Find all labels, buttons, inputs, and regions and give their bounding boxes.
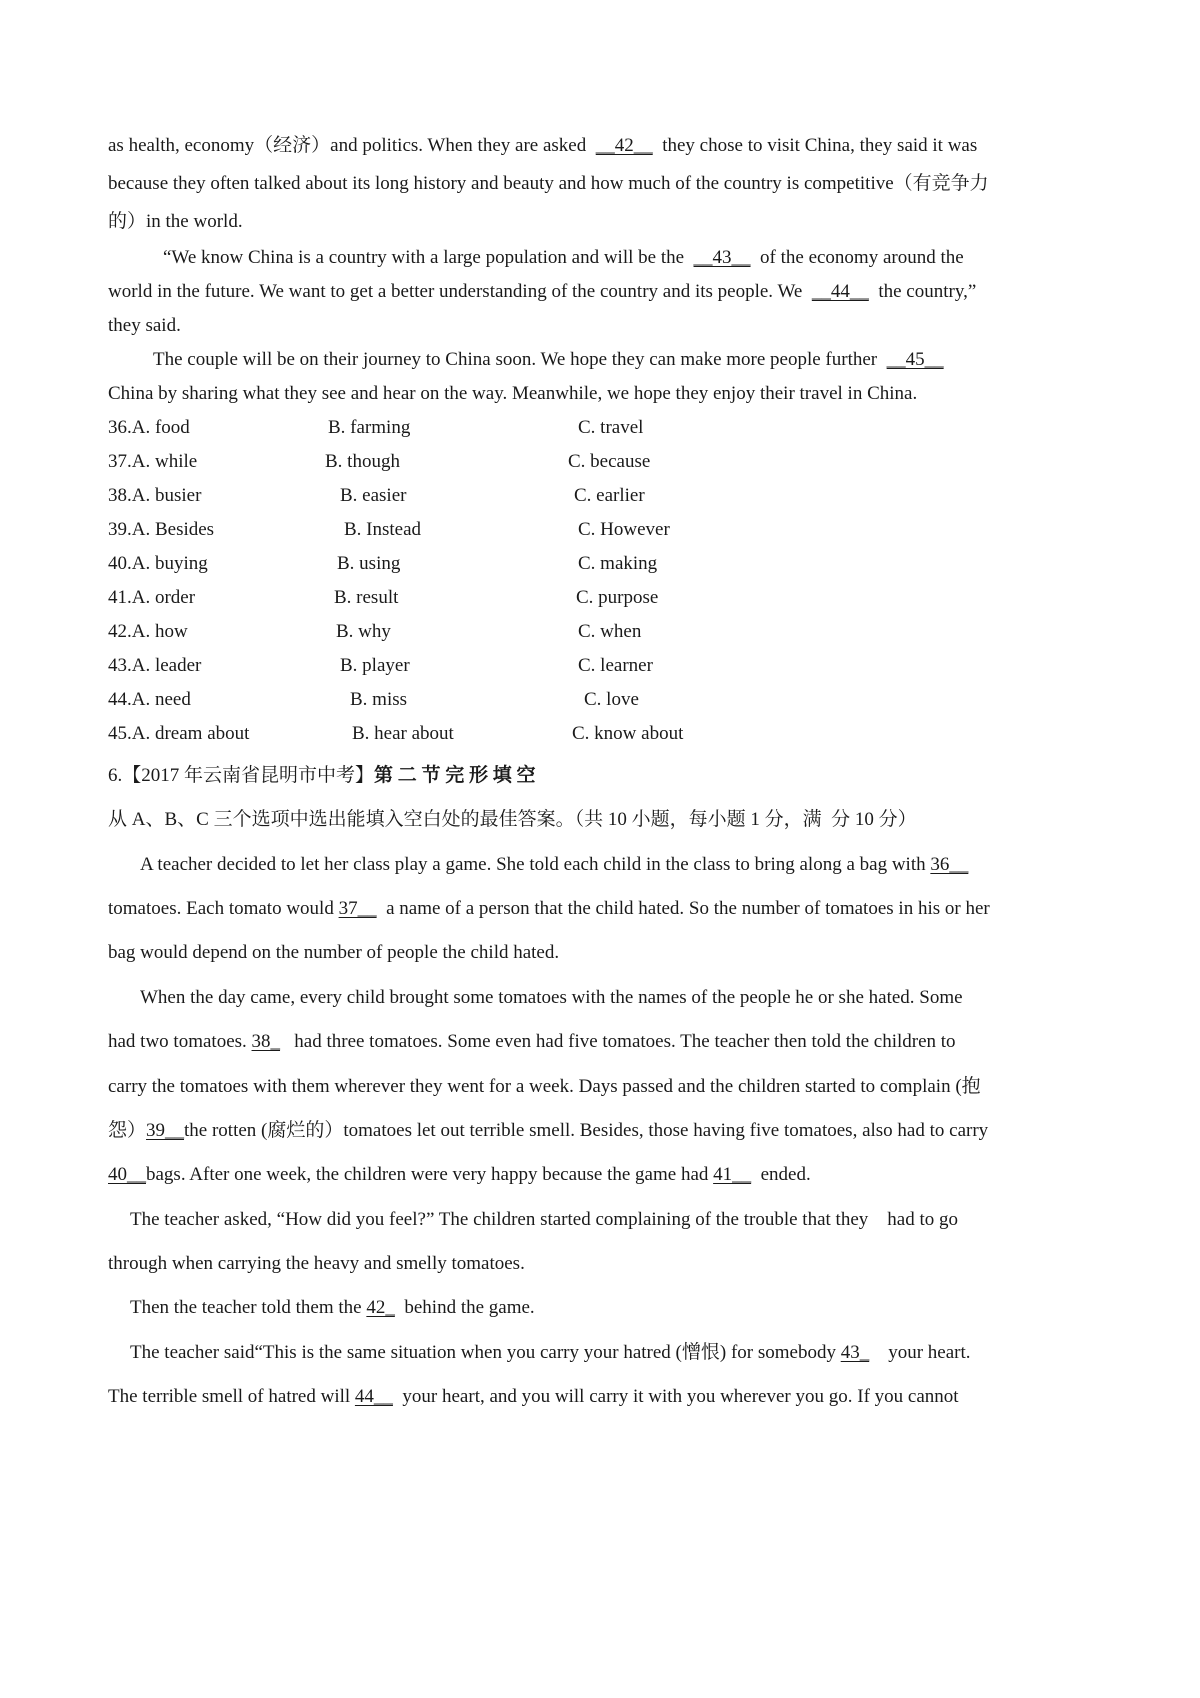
option-a: 41.A. order — [108, 587, 196, 608]
option-a: 39.A. Besides — [108, 519, 215, 540]
blank-39: 39__ — [146, 1120, 185, 1141]
text-run: they chose to visit China, they said it was — [652, 135, 978, 156]
passage-b-line: bag would depend on the number of people the child hated. — [108, 942, 560, 963]
option-a: 36.A. food — [108, 417, 190, 438]
option-c: C. know about — [572, 723, 684, 744]
passage-a-line — [108, 280, 976, 304]
passage-a-line — [108, 134, 977, 158]
option-a: 40.A. buying — [108, 553, 208, 574]
text-run: of the economy around the — [750, 247, 964, 268]
option-b: B. result — [334, 587, 399, 608]
text-run: The teacher said“This is the same situation when you carry your hatred (憎恨) for somebody — [130, 1342, 841, 1363]
passage-b-line: through when carrying the heavy and smelly tomatoes. — [108, 1253, 525, 1274]
passage-b-line — [130, 1341, 971, 1365]
blank-44: 44__ — [354, 1386, 393, 1407]
passage-b-line: The teacher asked, “How did you feel?” The children started complaining of the trouble that they had to go — [130, 1209, 958, 1230]
passage-b-line — [130, 1296, 535, 1320]
option-a: 38.A. busier — [108, 485, 202, 506]
passage-b-line — [108, 1119, 988, 1143]
passage-a-line: because they often talked about its long history and beauty and how much of the country is competitive（有竞争力 — [108, 173, 989, 194]
text-run: A teacher decided to let her class play a game. She told each child in the class to bring along a bag with — [140, 854, 931, 875]
heading-source: 6.【2017 年云南省昆明市中考】 — [108, 765, 375, 786]
option-a: 44.A. need — [108, 689, 191, 710]
text-run: tomatoes. Each tomato would — [108, 898, 339, 919]
passage-a-line: China by sharing what they see and hear on the way. Meanwhile, we hope they enjoy their travel in China. — [108, 383, 918, 404]
text-run: had two tomatoes. — [108, 1031, 252, 1052]
blank-43: 43_ — [840, 1342, 870, 1363]
text-run: your heart. — [869, 1342, 971, 1363]
blank-36: 36__ — [930, 854, 969, 875]
option-c: C. However — [578, 519, 670, 540]
option-c: C. learner — [578, 655, 653, 676]
passage-b-line — [140, 853, 968, 877]
passage-a-line: they said. — [108, 315, 181, 336]
text-run: The terrible smell of hatred will — [108, 1386, 355, 1407]
option-c: C. purpose — [576, 587, 659, 608]
section-instruction: 从 A、B、C 三个选项中选出能填入空白处的最佳答案。（共 10 小题，每小题 1 分，满 分 10 分） — [108, 809, 917, 830]
option-c: C. because — [568, 451, 651, 472]
option-a: 42.A. how — [108, 621, 188, 642]
option-c: C. love — [584, 689, 639, 710]
text-run: a name of a person that the child hated. So the number of tomatoes in his or her — [376, 898, 990, 919]
option-b: B. player — [340, 655, 410, 676]
option-b: B. using — [337, 553, 401, 574]
heading-title: 第 二 节 完 形 填 空 — [374, 765, 536, 786]
passage-b-line — [108, 1030, 956, 1054]
blank-44: __44__ — [811, 281, 869, 302]
text-run: world in the future. We want to get a better understanding of the country and its people. We — [108, 281, 812, 302]
option-c: C. travel — [578, 417, 644, 438]
blank-42: __42__ — [595, 135, 653, 156]
option-b: B. easier — [340, 485, 407, 506]
text-run: Then the teacher told them the — [130, 1297, 367, 1318]
option-b: B. Instead — [344, 519, 422, 540]
option-a: 45.A. dream about — [108, 723, 250, 744]
option-b: B. farming — [328, 417, 411, 438]
option-b: B. why — [336, 621, 391, 642]
text-run: as health, economy（经济）and politics. When they are asked — [108, 135, 596, 156]
option-c: C. earlier — [574, 485, 645, 506]
text-run: 怨） — [108, 1120, 147, 1141]
text-run: behind the game. — [394, 1297, 535, 1318]
passage-a-line — [163, 246, 964, 270]
option-b: B. miss — [350, 689, 408, 710]
blank-41: 41__ — [713, 1164, 752, 1185]
blank-42: 42_ — [366, 1297, 395, 1318]
blank-43: __43__ — [693, 247, 751, 268]
text-run: your heart, and you will carry it with you wherever you go. If you cannot — [392, 1386, 959, 1407]
passage-a-line: 的）in the world. — [108, 211, 243, 232]
text-run: bags. After one week, the children were very happy because the game had — [146, 1164, 714, 1185]
option-a: 37.A. while — [108, 451, 198, 472]
passage-b-line — [108, 1163, 811, 1187]
blank-40: 40__ — [108, 1164, 146, 1185]
blank-45: __45__ — [886, 349, 944, 370]
section-heading — [108, 764, 536, 788]
text-run: “We know China is a country with a large population and will be the — [163, 247, 694, 268]
text-run: the rotten (腐烂的）tomatoes let out terrible smell. Besides, those having five tomatoes, also had to carry — [184, 1120, 989, 1141]
text-run: the country,” — [868, 281, 977, 302]
option-c: C. when — [578, 621, 642, 642]
option-b: B. though — [325, 451, 400, 472]
option-a: 43.A. leader — [108, 655, 202, 676]
passage-a-line — [153, 348, 944, 372]
text-run: The couple will be on their journey to China soon. We hope they can make more people further — [153, 349, 887, 370]
text-run: had three tomatoes. Some even had five tomatoes. The teacher then told the children to — [280, 1031, 956, 1052]
blank-38: 38_ — [251, 1031, 281, 1052]
passage-b-line — [108, 897, 990, 921]
passage-b-line: When the day came, every child brought some tomatoes with the names of the people he or she hated. Some — [140, 987, 963, 1008]
passage-b-line: carry the tomatoes with them wherever they went for a week. Days passed and the children started to complain (抱 — [108, 1076, 981, 1097]
option-b: B. hear about — [352, 723, 454, 744]
blank-37: 37__ — [338, 898, 377, 919]
option-c: C. making — [578, 553, 658, 574]
passage-b-line — [108, 1385, 959, 1409]
text-run: ended. — [751, 1164, 811, 1185]
